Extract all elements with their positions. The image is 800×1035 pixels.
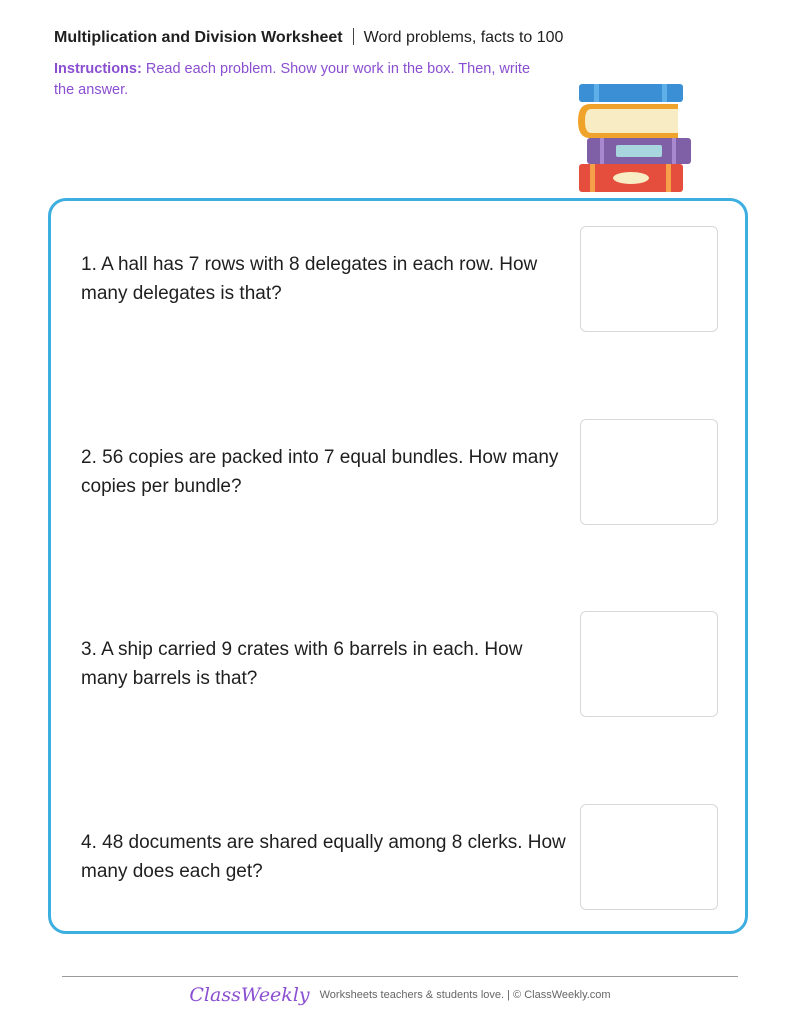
problem-4: 4. 48 documents are shared equally among 8 clerks. How many does each get? <box>81 832 566 882</box>
instructions <box>54 59 544 101</box>
worksheet-title: Multiplication and Division Worksheet <box>54 29 343 46</box>
worksheet-subtitle: Word problems, facts to 100 <box>363 29 564 46</box>
instructions-label: Instructions: <box>54 61 142 77</box>
answer-box-3[interactable] <box>580 611 718 717</box>
problem-2: 2. 56 copies are packed into 7 equal bundles. How many copies per bundle? <box>81 447 559 497</box>
footer-tagline: Worksheets teachers & students love. | © ClassWeekly.com <box>319 989 611 1001</box>
problem-1: 1. A hall has 7 rows with 8 delegates in each row. How many delegates is that? <box>81 254 538 304</box>
answer-box-2[interactable] <box>580 419 718 525</box>
footer-divider <box>62 976 738 977</box>
worksheet-header <box>54 28 563 48</box>
footer <box>0 984 800 1006</box>
brand-logo: ClassWeekly <box>189 984 310 1006</box>
problem-3: 3. A ship carried 9 crates with 6 barrels in each. How many barrels is that? <box>81 639 523 689</box>
instructions-text: Read each problem. Show your work in the box. Then, write the answer. <box>54 61 531 98</box>
header-separator <box>353 28 354 45</box>
answer-box-1[interactable] <box>580 226 718 332</box>
stack-of-books-icon <box>578 82 693 194</box>
answer-box-4[interactable] <box>580 804 718 910</box>
